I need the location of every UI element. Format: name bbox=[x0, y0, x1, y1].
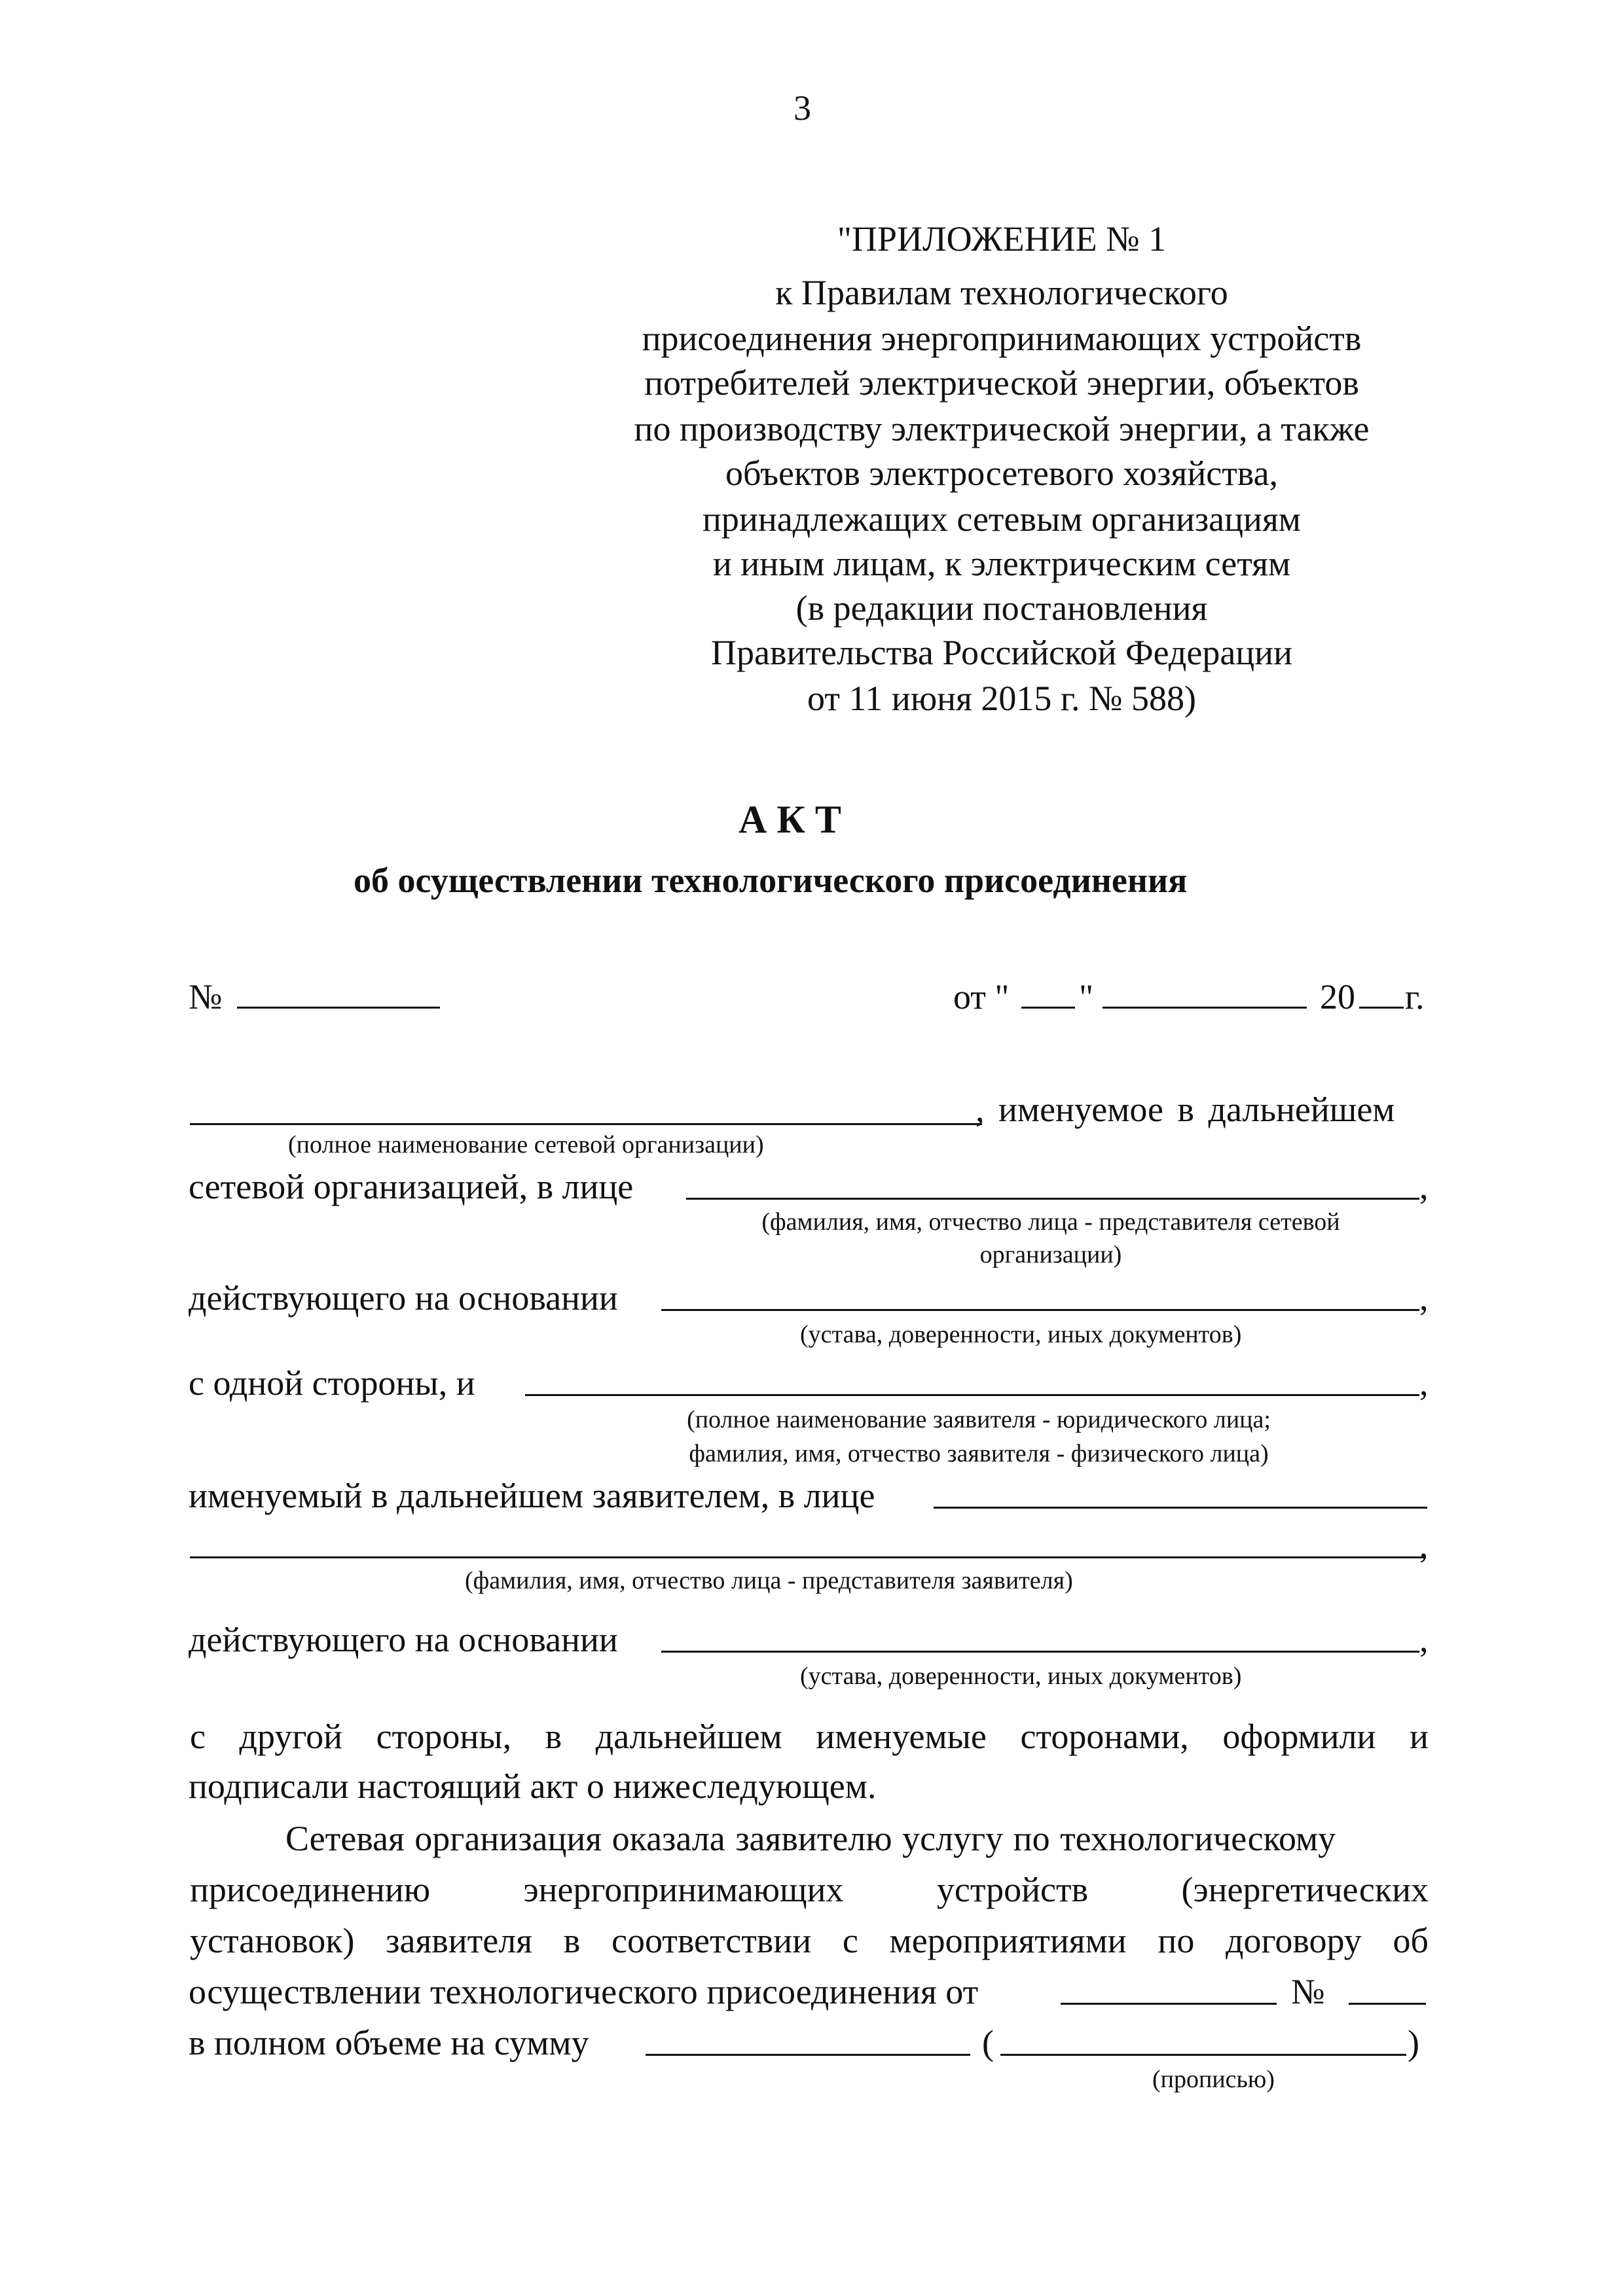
paragraph2-line5: в полном объеме на сумму bbox=[189, 2023, 589, 2062]
year-suffix: г. bbox=[1405, 977, 1425, 1016]
word: дальнейшем bbox=[595, 1717, 782, 1756]
network-org-name-field[interactable] bbox=[190, 1123, 982, 1125]
word: и bbox=[1409, 1717, 1429, 1756]
comma: , bbox=[1419, 1167, 1429, 1206]
appendix-line: по производству электрической энергии, а также bbox=[634, 409, 1370, 448]
word: по bbox=[1158, 1921, 1195, 1960]
hint-applicant bbox=[615, 1407, 1342, 1466]
comma: , bbox=[1419, 1363, 1429, 1403]
word: энергопринимающих bbox=[523, 1870, 844, 1909]
amount-in-words-field[interactable] bbox=[1000, 2054, 1406, 2056]
contract-number-label: № bbox=[1291, 1972, 1325, 2011]
word: в bbox=[545, 1717, 562, 1756]
paren-close: ) bbox=[1408, 2023, 1419, 2062]
document-subtitle: об осуществлении технологического присоединения bbox=[354, 861, 1188, 900]
word: договору bbox=[1226, 1921, 1362, 1960]
applicant-rep-field[interactable] bbox=[934, 1507, 1427, 1509]
word: в bbox=[563, 1921, 581, 1960]
comma: , bbox=[1419, 1526, 1429, 1565]
network-rep-field[interactable] bbox=[686, 1198, 1419, 1200]
acting-basis-field-2[interactable] bbox=[661, 1651, 1419, 1653]
word: стороны, bbox=[376, 1717, 512, 1756]
hint-applicant-rep: (фамилия, имя, отчество лица - представителя заявителя) bbox=[465, 1567, 1073, 1594]
hint-basis: (устава, доверенности, иных документов) bbox=[800, 1321, 1242, 1348]
word: заявителя bbox=[386, 1921, 533, 1960]
date-quote-close: " bbox=[1079, 977, 1094, 1016]
hint-network-org-name: (полное наименование сетевой организации) bbox=[288, 1131, 764, 1158]
named-further-text: , именуемое в дальнейшем bbox=[976, 1090, 1395, 1129]
number-field[interactable] bbox=[237, 1007, 440, 1009]
document-title: А К Т bbox=[739, 798, 841, 841]
paragraph1-line1 bbox=[190, 1719, 1429, 1754]
year-prefix: 20 bbox=[1320, 977, 1355, 1016]
number-label: № bbox=[189, 977, 223, 1016]
month-field[interactable] bbox=[1103, 1007, 1307, 1009]
contract-number-field[interactable] bbox=[1349, 2003, 1426, 2005]
paragraph2-line3 bbox=[190, 1923, 1429, 1958]
word: соответствии bbox=[611, 1921, 812, 1960]
word: присоединению bbox=[190, 1870, 431, 1909]
hint-in-words: (прописью) bbox=[1152, 2066, 1275, 2093]
hint-network-rep bbox=[681, 1210, 1421, 1267]
one-side-label: с одной стороны, и bbox=[189, 1363, 475, 1403]
appendix-line: и иным лицам, к электрическим сетям bbox=[712, 544, 1291, 583]
paragraph1-line2: подписали настоящий акт о нижеследующем. bbox=[189, 1767, 877, 1806]
word: об bbox=[1393, 1921, 1429, 1960]
paragraph2-line2 bbox=[190, 1872, 1429, 1907]
hint-network-rep-line2: организации) bbox=[979, 1241, 1122, 1268]
page-number: 3 bbox=[793, 88, 811, 128]
hint-applicant-line2: фамилия, имя, отчество заявителя - физического лица) bbox=[689, 1440, 1269, 1467]
appendix-line: Правительства Российской Федерации bbox=[711, 633, 1292, 672]
word: мероприятиями bbox=[889, 1921, 1127, 1960]
acting-basis-field[interactable] bbox=[661, 1309, 1419, 1311]
appendix-line: "ПРИЛОЖЕНИЕ № 1 bbox=[837, 219, 1167, 259]
word: установок) bbox=[190, 1921, 355, 1960]
appendix-line: к Правилам технологического bbox=[775, 273, 1228, 312]
paren-open: ( bbox=[982, 2023, 994, 2062]
acting-basis-label: действующего на основании bbox=[189, 1278, 618, 1318]
appendix-line: (в редакции постановления bbox=[795, 588, 1208, 628]
hint-network-rep-line1: (фамилия, имя, отчество лица - представителя сетевой bbox=[761, 1208, 1340, 1236]
named-applicant-label: именуемый в дальнейшем заявителем, в лице bbox=[189, 1476, 875, 1515]
word: сторонами, bbox=[1020, 1717, 1189, 1756]
word: с bbox=[190, 1717, 206, 1756]
word: устройств bbox=[936, 1870, 1089, 1909]
contract-date-field[interactable] bbox=[1061, 2003, 1277, 2005]
word: именуемые bbox=[816, 1717, 987, 1756]
comma: , bbox=[1419, 1278, 1429, 1318]
paragraph2-line4: осуществлении технологического присоединения от bbox=[189, 1972, 979, 2011]
appendix-line: присоединения энергопринимающих устройств bbox=[642, 319, 1362, 358]
applicant-rep-field-continued[interactable] bbox=[190, 1556, 1425, 1558]
year-field[interactable] bbox=[1359, 1007, 1404, 1009]
appendix-line: потребителей электрической энергии, объектов bbox=[644, 363, 1359, 403]
word: оформили bbox=[1222, 1717, 1376, 1756]
date-from-label: от " bbox=[953, 977, 1010, 1016]
day-field[interactable] bbox=[1021, 1007, 1075, 1009]
amount-field[interactable] bbox=[646, 2054, 970, 2056]
paragraph2-line1: Сетевая организация оказала заявителю услугу по технологическому bbox=[285, 1819, 1336, 1858]
word: (энергетических bbox=[1181, 1870, 1429, 1909]
appendix-line: объектов электросетевого хозяйства, bbox=[725, 454, 1279, 493]
hint-applicant-line1: (полное наименование заявителя - юридического лица; bbox=[687, 1406, 1271, 1433]
network-org-in-person-label: сетевой организацией, в лице bbox=[189, 1167, 634, 1206]
hint-basis-2: (устава, доверенности, иных документов) bbox=[800, 1662, 1242, 1690]
word: с bbox=[842, 1921, 858, 1960]
appendix-line: от 11 июня 2015 г. № 588) bbox=[807, 679, 1196, 718]
acting-basis-label-2: действующего на основании bbox=[189, 1620, 618, 1659]
applicant-name-field[interactable] bbox=[525, 1394, 1419, 1396]
word: другой bbox=[239, 1717, 342, 1756]
appendix-line: принадлежащих сетевым организациям bbox=[702, 499, 1301, 539]
comma: , bbox=[1419, 1620, 1429, 1659]
